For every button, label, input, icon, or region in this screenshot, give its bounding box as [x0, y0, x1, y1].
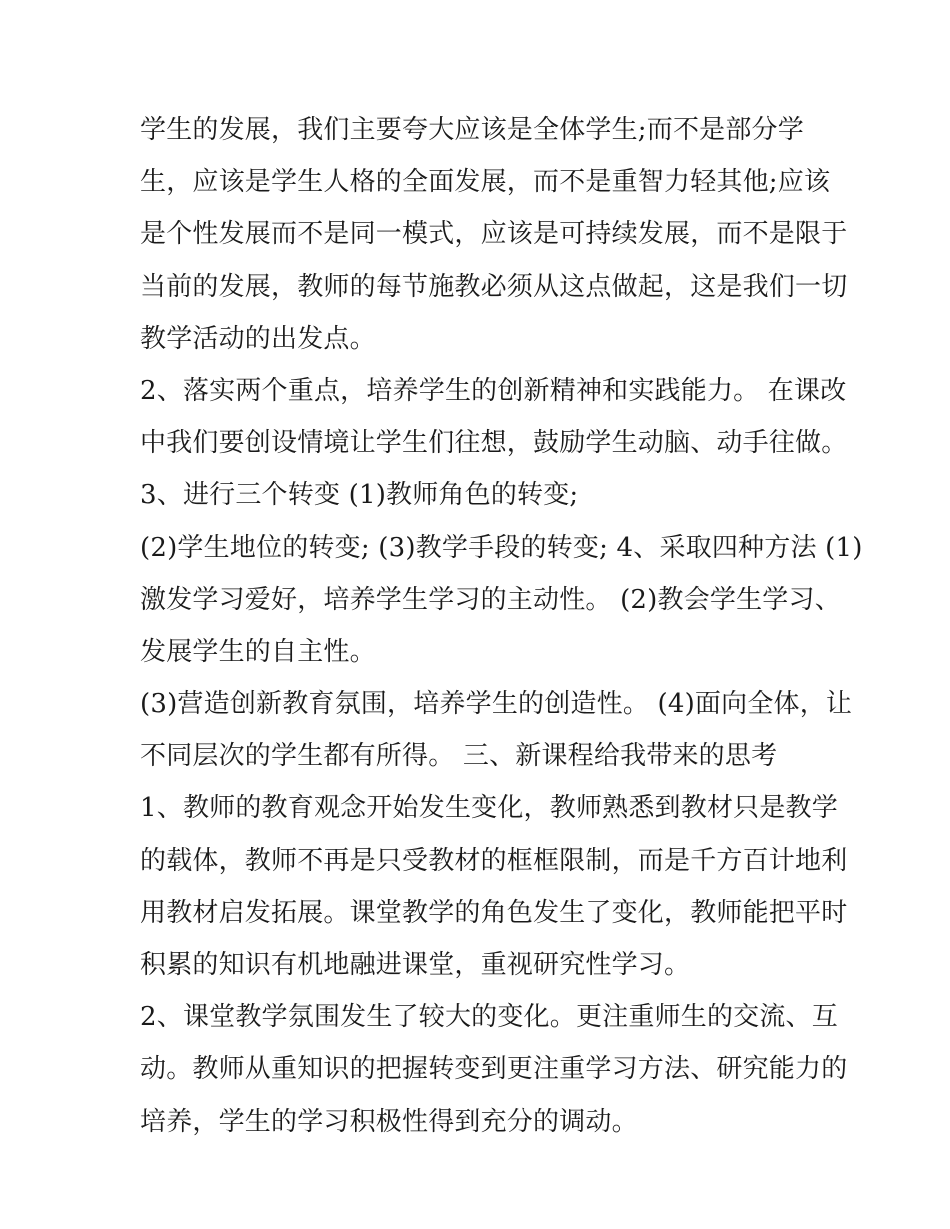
text-line-14: 1、教师的教育观念开始发生变化，教师熟悉到教材只是教学	[140, 793, 838, 824]
text-line-4: 当前的发展，教师的每节施教必须从这点做起，这是我们一切	[140, 271, 848, 302]
text-line-10: 激发学习爱好，培养学生学习的主动性。 (2)教会学生学习、	[140, 584, 841, 615]
text-line-15: 的载体，教师不再是只受教材的框框限制，而是千方百计地利	[140, 845, 848, 876]
text-line-6: 2、落实两个重点，培养学生的创新精神和实践能力。 在课改	[140, 375, 847, 406]
text-line-12: (3)营造创新教育氛围，培养学生的创造性。 (4)面向全体，让	[140, 689, 853, 720]
text-line-16: 用教材启发拓展。课堂教学的角色发生了变化，教师能把平时	[140, 897, 848, 928]
text-line-3: 是个性发展而不是同一模式，应该是可持续发展，而不是限于	[140, 219, 848, 250]
text-line-7: 中我们要创设情境让学生们往想，鼓励学生动脑、动手往做。	[140, 428, 848, 459]
text-line-19: 动。教师从重知识的把握转变到更注重学习方法、研究能力的	[140, 1054, 848, 1085]
text-line-8: 3、进行三个转变 (1)教师角色的转变;	[140, 480, 579, 511]
text-line-1: 学生的发展，我们主要夸大应该是全体学生;而不是部分学	[140, 115, 804, 145]
text-line-11: 发展学生的自主性。	[140, 636, 376, 667]
text-line-2: 生，应该是学生人格的全面发展，而不是重智力轻其他;应该	[140, 167, 831, 198]
text-line-20: 培养，学生的学习积极性得到充分的调动。	[140, 1106, 638, 1137]
text-line-5: 教学活动的出发点。	[140, 323, 376, 354]
text-line-18: 2、课堂教学氛围发生了较大的变化。更注重师生的交流、互	[140, 1002, 838, 1033]
text-line-9: (2)学生地位的转变; (3)教学手段的转变; 4、采取四种方法 (1)	[140, 532, 863, 563]
document-body	[140, 104, 863, 1148]
text-line-17: 积累的知识有机地融进课堂，重视研究性学习。	[140, 950, 691, 980]
text-line-13: 不同层次的学生都有所得。 三、新课程给我带来的思考	[140, 741, 778, 772]
